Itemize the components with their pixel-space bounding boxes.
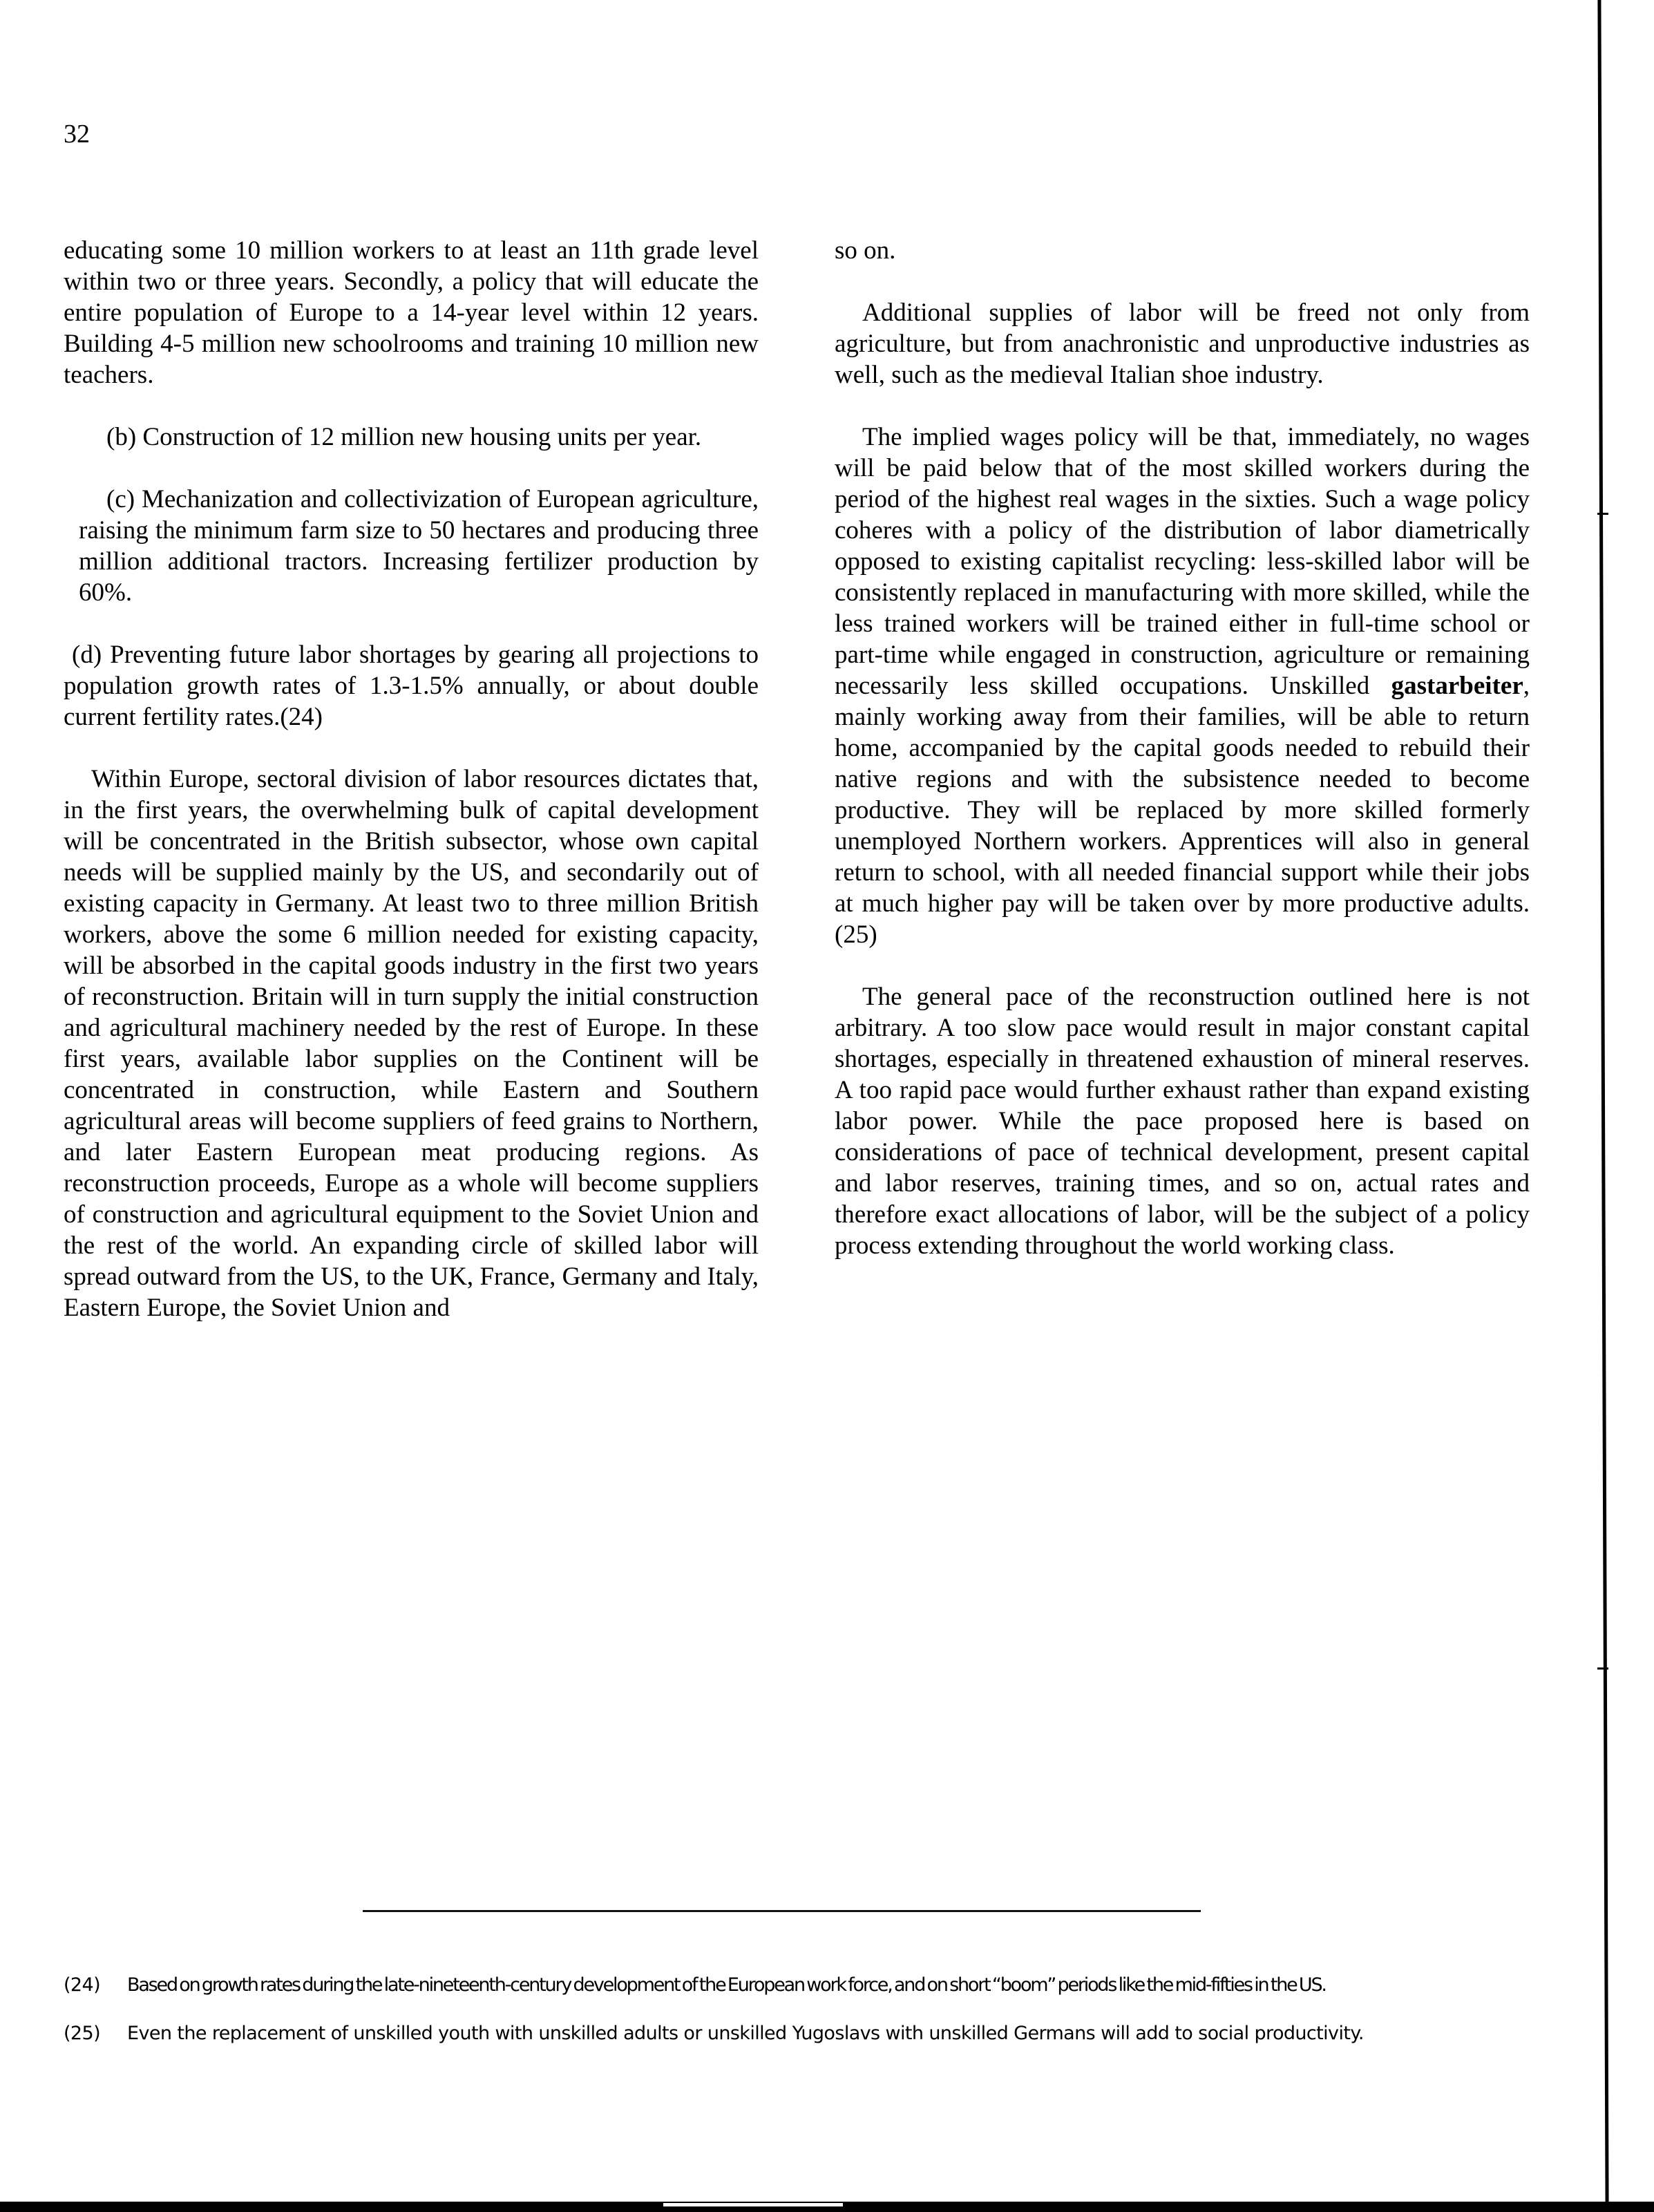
paragraph-sectoral-division: Within Europe, sectoral division of labor resources dictates that, in the first years, the overwhelming bulk of capital development will be concentrated in the British subsector, whose own capital needs will be supplied mainly by the US, and secondarily out of existing capacity in Germany. At least two to three million British workers, above the some 6 million needed for existing capacity, will be absorbed in the capital goods industry in the first two years of reconstruction. Britain will in turn supply the initial construction and agricultural machinery needed by the rest of Europe. In these first years, available labor supplies on the Continent will be concentrated in construction, while Eastern and Southern agricultural areas will become suppliers of feed grains to Northern, and later Eastern European meat producing regions. As reconstruction proceeds, Europe as a whole will become suppliers of construction and agricultural equipment to the Soviet Union and the rest of the world. An expanding circle of skilled labor will spread outward from the US, to the UK, France, Germany and Italy, Eastern Europe, the Soviet Union and xyxy=(64,765,759,1322)
footnote-number: (24) xyxy=(64,1974,101,1996)
footnote-24 xyxy=(64,1974,1521,1997)
wages-text-end: , mainly working away from their families, will be able to return home, accompanied by the capital goods needed to rebuild their native regions and with the subsistence needed to become productive. They will be replaced by more skilled formerly unemployed Northern workers. Apprentices will also in general return to school, with all needed financial support while their jobs at much higher pay will be taken over by more productive adults.(25) xyxy=(835,672,1530,949)
footnote-divider xyxy=(363,1910,1201,1912)
paragraph-wages-policy xyxy=(835,422,1530,950)
list-item-d-labor-shortages: (d) Preventing future labor shortages by gearing all projections to population growth rates of 1.3-1.5% annually, or about double current fertility rates.(24) xyxy=(64,641,759,731)
paragraph-education-policy: educating some 10 million workers to at least an 11th grade level within two or three years. Secondly, a policy that will educate the entire population of Europe to a 14-year level within 12 years. Building 4-5 million new schoolrooms and training 10 million new teachers. xyxy=(64,236,759,389)
footnote-text: Based on growth rates during the late-nineteenth-century development of the European work force, and on short “boom” periods like the mid-fifties in the US. xyxy=(127,1974,1326,1996)
right-column xyxy=(835,235,1530,1292)
scan-edge-mark xyxy=(1597,513,1608,515)
wages-text-start: The implied wages policy will be that, immediately, no wages will be paid below that of the most skilled workers during the period of the highest real wages in the sixties. Such a wage policy coheres with a policy of the distribution of labor diametrically opposed to existing capitalist recycling: less-skilled labor will be consistently replaced in manufacturing with more skilled, while the less trained workers will be trained either in full-time school or part-time while engaged in construction, agriculture or remaining necessarily less skilled occupations. Unskilled xyxy=(835,423,1530,700)
page-number: 32 xyxy=(64,120,90,149)
footnotes xyxy=(64,1974,1521,2070)
footnote-number: (25) xyxy=(64,2023,101,2044)
list-item-b-housing: (b) Construction of 12 million new housing units per year. xyxy=(106,423,702,451)
scan-page-edge-line xyxy=(1597,0,1608,2208)
term-gastarbeiter: gastarbeiter xyxy=(1391,672,1523,700)
footnote-25 xyxy=(64,2022,1521,2045)
paragraph-additional-labor: Additional supplies of labor will be freed not only from agriculture, but from anachronistic and unproductive industries as well, such as the medieval Italian shoe industry. xyxy=(835,299,1530,389)
scan-bottom-notch xyxy=(663,2203,843,2206)
scan-edge-mark xyxy=(1597,1667,1608,1670)
left-column xyxy=(64,235,759,1323)
paragraph-continuation: so on. xyxy=(835,236,896,265)
footnote-text: Even the replacement of unskilled youth with unskilled adults or unskilled Yugoslavs with unskilled Germans will add to social productivity. xyxy=(127,2023,1364,2044)
paragraph-reconstruction-pace: The general pace of the reconstruction outlined here is not arbitrary. A too slow pace would result in major constant capital shortages, especially in threatened exhaustion of mineral reserves. A too rapid pace would further exhaust rather than expand existing labor power. While the pace proposed here is based on considerations of pace of technical development, present capital and labor reserves, training times, and so on, actual rates and therefore exact allocations of labor, will be the subject of a policy process extending throughout the world working class. xyxy=(835,983,1530,1260)
list-item-c-agriculture: (c) Mechanization and collectivization of European agriculture, raising the minimum farm size to 50 hectares and producing three million additional tractors. Increasing fertilizer production by 60%. xyxy=(79,485,759,607)
